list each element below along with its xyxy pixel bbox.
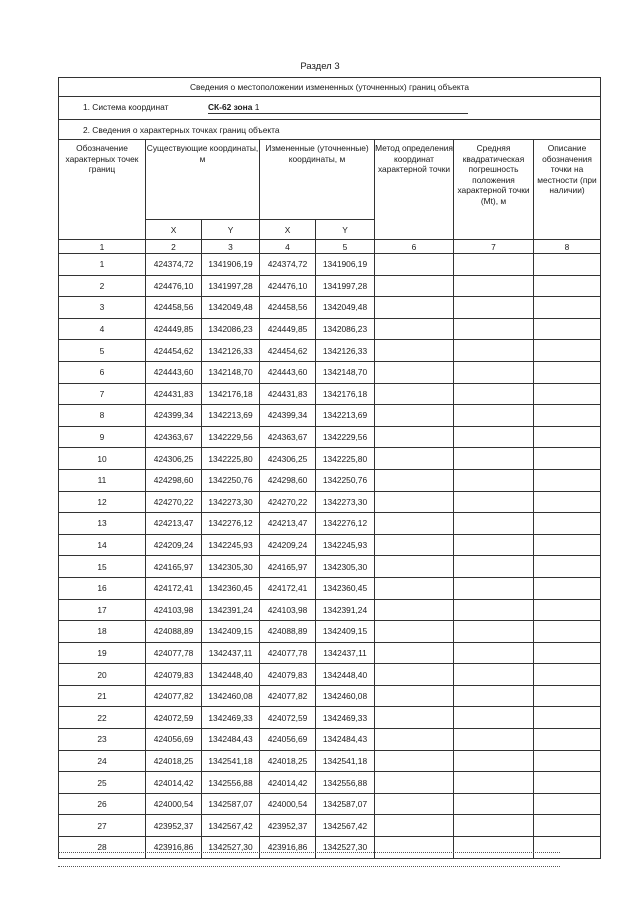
table-cell: 424399,34 bbox=[260, 405, 316, 427]
table-cell-empty bbox=[534, 534, 601, 556]
table-cell: 1341997,28 bbox=[202, 275, 260, 297]
table-cell-empty bbox=[534, 837, 601, 859]
table-cell-empty bbox=[375, 469, 454, 491]
table-cell-empty bbox=[534, 361, 601, 383]
table-cell: 1342250,76 bbox=[202, 469, 260, 491]
table-cell: 1342229,56 bbox=[202, 426, 260, 448]
table-cell-empty bbox=[534, 707, 601, 729]
table-cell: 1342437,11 bbox=[202, 642, 260, 664]
table-cell: 1342176,18 bbox=[202, 383, 260, 405]
table-cell-empty bbox=[454, 793, 534, 815]
table-cell-empty bbox=[534, 254, 601, 276]
coord-system-value bbox=[208, 102, 468, 114]
table-cell: 1342541,18 bbox=[316, 750, 375, 772]
table-cell: 424363,67 bbox=[260, 426, 316, 448]
table-cell-empty bbox=[375, 318, 454, 340]
table-cell: 424077,82 bbox=[260, 685, 316, 707]
coord-system-value-bold: СК-62 зона bbox=[208, 102, 253, 112]
table-row bbox=[59, 340, 601, 362]
table-cell: 25 bbox=[59, 772, 146, 794]
column-number: 1 bbox=[59, 240, 146, 254]
table-cell-empty bbox=[534, 318, 601, 340]
table-cell: 1342273,30 bbox=[316, 491, 375, 513]
table-cell: 4 bbox=[59, 318, 146, 340]
table-cell: 11 bbox=[59, 469, 146, 491]
table-cell: 1341906,19 bbox=[316, 254, 375, 276]
table-cell: 424000,54 bbox=[146, 793, 202, 815]
table-cell: 1342460,08 bbox=[316, 685, 375, 707]
table-cell: 28 bbox=[59, 837, 146, 859]
table-cell: 424077,82 bbox=[146, 685, 202, 707]
header-row bbox=[59, 140, 601, 220]
header-description: Описание обозначения точки на местности (при наличии) bbox=[534, 140, 601, 240]
column-number: 4 bbox=[260, 240, 316, 254]
table-cell: 1342305,30 bbox=[202, 556, 260, 578]
header-changed-x: X bbox=[260, 220, 316, 240]
table-title: Сведения о местоположении измененных (уточненных) границ объекта bbox=[59, 78, 601, 97]
table-cell: 424431,83 bbox=[146, 383, 202, 405]
table-cell: 424014,42 bbox=[146, 772, 202, 794]
dotted-separator bbox=[58, 852, 560, 853]
table-cell: 423916,86 bbox=[146, 837, 202, 859]
table-cell: 1342567,42 bbox=[202, 815, 260, 837]
points-section-title: 2. Сведения о характерных точках границ объекта bbox=[59, 120, 601, 140]
table-cell-empty bbox=[454, 750, 534, 772]
table-row bbox=[59, 621, 601, 643]
table-cell-empty bbox=[454, 361, 534, 383]
table-cell: 1342245,93 bbox=[202, 534, 260, 556]
table-row bbox=[59, 772, 601, 794]
table-cell-empty bbox=[534, 729, 601, 751]
table-cell: 424298,60 bbox=[260, 469, 316, 491]
table-cell-empty bbox=[454, 685, 534, 707]
table-cell-empty bbox=[534, 340, 601, 362]
table-cell: 424458,56 bbox=[260, 297, 316, 319]
table-cell: 1342273,30 bbox=[202, 491, 260, 513]
table-cell: 424306,25 bbox=[146, 448, 202, 470]
table-cell-empty bbox=[454, 469, 534, 491]
table-cell: 3 bbox=[59, 297, 146, 319]
table-cell: 424270,22 bbox=[146, 491, 202, 513]
table-cell-empty bbox=[375, 426, 454, 448]
table-cell: 1342250,76 bbox=[316, 469, 375, 491]
table-row bbox=[59, 664, 601, 686]
table-cell-empty bbox=[375, 275, 454, 297]
table-cell-empty bbox=[375, 556, 454, 578]
table-cell: 1341906,19 bbox=[202, 254, 260, 276]
table-cell: 1342391,24 bbox=[202, 599, 260, 621]
table-cell: 1342448,40 bbox=[202, 664, 260, 686]
table-cell: 6 bbox=[59, 361, 146, 383]
table-cell: 1342556,88 bbox=[202, 772, 260, 794]
table-cell: 1342086,23 bbox=[316, 318, 375, 340]
table-cell: 1342587,07 bbox=[316, 793, 375, 815]
table-cell-empty bbox=[375, 361, 454, 383]
table-cell-empty bbox=[534, 469, 601, 491]
table-cell: 424458,56 bbox=[146, 297, 202, 319]
table-cell-empty bbox=[454, 448, 534, 470]
table-cell-empty bbox=[375, 297, 454, 319]
table-row bbox=[59, 534, 601, 556]
table-row bbox=[59, 599, 601, 621]
table-cell-empty bbox=[454, 383, 534, 405]
table-row bbox=[59, 815, 601, 837]
table-cell-empty bbox=[534, 664, 601, 686]
table-cell: 12 bbox=[59, 491, 146, 513]
table-cell: 424172,41 bbox=[260, 577, 316, 599]
table-cell-empty bbox=[534, 793, 601, 815]
table-cell: 424172,41 bbox=[146, 577, 202, 599]
table-cell: 424374,72 bbox=[260, 254, 316, 276]
table-row bbox=[59, 513, 601, 535]
table-cell: 1342460,08 bbox=[202, 685, 260, 707]
table-cell: 1 bbox=[59, 254, 146, 276]
table-cell-empty bbox=[375, 405, 454, 427]
table-cell: 1342126,33 bbox=[316, 340, 375, 362]
table-cell-empty bbox=[534, 513, 601, 535]
table-cell: 1342049,48 bbox=[202, 297, 260, 319]
table-cell: 424077,78 bbox=[146, 642, 202, 664]
table-cell: 1342213,69 bbox=[316, 405, 375, 427]
table-cell: 1342276,12 bbox=[202, 513, 260, 535]
table-cell: 1342148,70 bbox=[316, 361, 375, 383]
table-row bbox=[59, 642, 601, 664]
table-cell: 1342484,43 bbox=[202, 729, 260, 751]
coord-system-cell bbox=[59, 97, 601, 120]
table-cell: 1342527,30 bbox=[316, 837, 375, 859]
header-existing-x: X bbox=[146, 220, 202, 240]
table-row bbox=[59, 793, 601, 815]
table-row bbox=[59, 383, 601, 405]
table-cell-empty bbox=[534, 383, 601, 405]
table-cell-empty bbox=[454, 621, 534, 643]
table-cell: 424443,60 bbox=[260, 361, 316, 383]
table-cell-empty bbox=[454, 426, 534, 448]
table-cell-empty bbox=[454, 318, 534, 340]
table-row bbox=[59, 707, 601, 729]
table-cell-empty bbox=[375, 837, 454, 859]
table-cell: 1342176,18 bbox=[316, 383, 375, 405]
table-cell-empty bbox=[375, 599, 454, 621]
table-cell-empty bbox=[534, 815, 601, 837]
header-method: Метод определения координат характерной точки bbox=[375, 140, 454, 240]
table-row bbox=[59, 729, 601, 751]
table-cell: 424056,69 bbox=[260, 729, 316, 751]
table-cell: 26 bbox=[59, 793, 146, 815]
table-cell-empty bbox=[375, 254, 454, 276]
table-cell: 424018,25 bbox=[260, 750, 316, 772]
table-cell-empty bbox=[454, 254, 534, 276]
table-cell-empty bbox=[454, 275, 534, 297]
table-cell: 27 bbox=[59, 815, 146, 837]
table-cell-empty bbox=[534, 599, 601, 621]
table-row bbox=[59, 750, 601, 772]
table-cell: 18 bbox=[59, 621, 146, 643]
table-cell: 424454,62 bbox=[260, 340, 316, 362]
section-title: Раздел 3 bbox=[300, 61, 340, 72]
column-number: 2 bbox=[146, 240, 202, 254]
table-cell-empty bbox=[375, 383, 454, 405]
table-cell: 1342567,42 bbox=[316, 815, 375, 837]
table-cell: 1342049,48 bbox=[316, 297, 375, 319]
table-cell: 1342213,69 bbox=[202, 405, 260, 427]
table-cell-empty bbox=[454, 491, 534, 513]
table-cell: 424306,25 bbox=[260, 448, 316, 470]
table-cell: 424476,10 bbox=[260, 275, 316, 297]
table-cell: 424103,98 bbox=[146, 599, 202, 621]
table-row bbox=[59, 275, 601, 297]
table-cell: 10 bbox=[59, 448, 146, 470]
table-cell: 1341997,28 bbox=[316, 275, 375, 297]
table-row bbox=[59, 491, 601, 513]
table-cell-empty bbox=[375, 772, 454, 794]
table-cell-empty bbox=[534, 275, 601, 297]
table-row bbox=[59, 405, 601, 427]
table-cell: 423952,37 bbox=[146, 815, 202, 837]
table-row bbox=[59, 318, 601, 340]
table-cell: 424079,83 bbox=[260, 664, 316, 686]
table-cell-empty bbox=[534, 297, 601, 319]
table-cell-empty bbox=[454, 729, 534, 751]
table-cell: 14 bbox=[59, 534, 146, 556]
table-row bbox=[59, 297, 601, 319]
table-cell: 424298,60 bbox=[146, 469, 202, 491]
column-number: 6 bbox=[375, 240, 454, 254]
table-cell: 424209,24 bbox=[146, 534, 202, 556]
header-existing-coords: Существующие координаты, м bbox=[146, 140, 260, 220]
table-cell-empty bbox=[375, 793, 454, 815]
column-number: 8 bbox=[534, 240, 601, 254]
table-cell: 423916,86 bbox=[260, 837, 316, 859]
header-changed-y: Y bbox=[316, 220, 375, 240]
table-cell-empty bbox=[534, 621, 601, 643]
table-cell: 1342391,24 bbox=[316, 599, 375, 621]
table-cell-empty bbox=[534, 556, 601, 578]
table-cell: 423952,37 bbox=[260, 815, 316, 837]
table-cell: 1342276,12 bbox=[316, 513, 375, 535]
table-cell: 424449,85 bbox=[260, 318, 316, 340]
table-cell: 16 bbox=[59, 577, 146, 599]
table-row bbox=[59, 469, 601, 491]
header-point-designation: Обозначение характерных точек границ bbox=[59, 140, 146, 240]
table-row bbox=[59, 577, 601, 599]
table-cell: 24 bbox=[59, 750, 146, 772]
table-cell: 1342556,88 bbox=[316, 772, 375, 794]
table-cell-empty bbox=[375, 642, 454, 664]
table-cell-empty bbox=[375, 685, 454, 707]
table-cell-empty bbox=[454, 707, 534, 729]
table-cell: 1342587,07 bbox=[202, 793, 260, 815]
table-row bbox=[59, 426, 601, 448]
table-cell: 1342305,30 bbox=[316, 556, 375, 578]
dotted-separator bbox=[58, 866, 560, 867]
table-cell: 1342225,80 bbox=[316, 448, 375, 470]
table-cell: 424077,78 bbox=[260, 642, 316, 664]
coord-system-label: 1. Система координат bbox=[83, 102, 169, 112]
table-cell: 424213,47 bbox=[146, 513, 202, 535]
table-cell-empty bbox=[375, 448, 454, 470]
table-cell: 424079,83 bbox=[146, 664, 202, 686]
table-cell-empty bbox=[375, 729, 454, 751]
table-cell: 1342484,43 bbox=[316, 729, 375, 751]
table-cell-empty bbox=[454, 297, 534, 319]
table-cell: 19 bbox=[59, 642, 146, 664]
table-cell: 424165,97 bbox=[260, 556, 316, 578]
table-cell-empty bbox=[375, 707, 454, 729]
table-cell: 1342086,23 bbox=[202, 318, 260, 340]
table-cell: 2 bbox=[59, 275, 146, 297]
table-cell: 23 bbox=[59, 729, 146, 751]
table-cell-empty bbox=[375, 577, 454, 599]
table-cell: 9 bbox=[59, 426, 146, 448]
table-cell: 1342527,30 bbox=[202, 837, 260, 859]
coord-system-value-rest: 1 bbox=[252, 102, 260, 112]
table-cell-empty bbox=[534, 685, 601, 707]
table-cell: 424431,83 bbox=[260, 383, 316, 405]
table-cell: 1342469,33 bbox=[202, 707, 260, 729]
column-number: 7 bbox=[454, 240, 534, 254]
table-row bbox=[59, 837, 601, 859]
table-cell: 424018,25 bbox=[146, 750, 202, 772]
table-cell-empty bbox=[454, 815, 534, 837]
table-cell: 1342437,11 bbox=[316, 642, 375, 664]
table-row bbox=[59, 448, 601, 470]
table-cell: 22 bbox=[59, 707, 146, 729]
table-cell: 424014,42 bbox=[260, 772, 316, 794]
table-cell: 1342360,45 bbox=[202, 577, 260, 599]
table-cell: 1342469,33 bbox=[316, 707, 375, 729]
table-cell-empty bbox=[454, 837, 534, 859]
table-cell: 424374,72 bbox=[146, 254, 202, 276]
table-cell: 424476,10 bbox=[146, 275, 202, 297]
table-cell: 15 bbox=[59, 556, 146, 578]
table-cell: 5 bbox=[59, 340, 146, 362]
table-cell: 424209,24 bbox=[260, 534, 316, 556]
table-cell-empty bbox=[534, 750, 601, 772]
table-cell-empty bbox=[454, 772, 534, 794]
table-cell-empty bbox=[534, 772, 601, 794]
table-cell-empty bbox=[454, 577, 534, 599]
table-row bbox=[59, 254, 601, 276]
table-cell-empty bbox=[375, 750, 454, 772]
table-cell-empty bbox=[454, 405, 534, 427]
table-row bbox=[59, 361, 601, 383]
table-cell-empty bbox=[534, 577, 601, 599]
table-cell-empty bbox=[375, 491, 454, 513]
boundary-points-table bbox=[58, 77, 601, 859]
table-cell: 424165,97 bbox=[146, 556, 202, 578]
table-cell-empty bbox=[454, 340, 534, 362]
column-number: 5 bbox=[316, 240, 375, 254]
table-cell-empty bbox=[534, 642, 601, 664]
table-cell-empty bbox=[534, 405, 601, 427]
table-row bbox=[59, 556, 601, 578]
header-accuracy: Средняя квадратическая погрешность положения характерной точки (Mt), м bbox=[454, 140, 534, 240]
coord-system-row bbox=[59, 97, 601, 120]
table-cell-empty bbox=[534, 491, 601, 513]
header-existing-y: Y bbox=[202, 220, 260, 240]
table-cell-empty bbox=[375, 513, 454, 535]
table-cell-empty bbox=[375, 621, 454, 643]
table-cell: 8 bbox=[59, 405, 146, 427]
table-cell: 1342409,15 bbox=[202, 621, 260, 643]
table-cell: 17 bbox=[59, 599, 146, 621]
table-row bbox=[59, 685, 601, 707]
table-cell: 424213,47 bbox=[260, 513, 316, 535]
table-cell: 7 bbox=[59, 383, 146, 405]
table-cell: 424443,60 bbox=[146, 361, 202, 383]
table-cell: 1342229,56 bbox=[316, 426, 375, 448]
table-cell-empty bbox=[454, 556, 534, 578]
table-cell: 1342245,93 bbox=[316, 534, 375, 556]
table-cell: 424088,89 bbox=[260, 621, 316, 643]
header-changed-coords: Измененные (уточненные) координаты, м bbox=[260, 140, 375, 220]
column-number: 3 bbox=[202, 240, 260, 254]
table-cell-empty bbox=[454, 664, 534, 686]
table-cell-empty bbox=[534, 426, 601, 448]
table-cell-empty bbox=[375, 534, 454, 556]
table-cell-empty bbox=[375, 664, 454, 686]
table-cell: 424449,85 bbox=[146, 318, 202, 340]
table-cell: 1342225,80 bbox=[202, 448, 260, 470]
table-cell: 424072,59 bbox=[146, 707, 202, 729]
table-cell: 424072,59 bbox=[260, 707, 316, 729]
table-cell-empty bbox=[375, 340, 454, 362]
table-cell: 21 bbox=[59, 685, 146, 707]
table-cell: 424363,67 bbox=[146, 426, 202, 448]
points-section-row bbox=[59, 120, 601, 140]
column-number-row bbox=[59, 240, 601, 254]
table-cell: 424399,34 bbox=[146, 405, 202, 427]
table-title-row bbox=[59, 78, 601, 97]
table-cell-empty bbox=[534, 448, 601, 470]
table-cell: 424000,54 bbox=[260, 793, 316, 815]
table-cell-empty bbox=[454, 513, 534, 535]
table-cell: 424270,22 bbox=[260, 491, 316, 513]
table-cell-empty bbox=[375, 815, 454, 837]
table-cell: 424056,69 bbox=[146, 729, 202, 751]
table-cell: 1342409,15 bbox=[316, 621, 375, 643]
table-cell: 20 bbox=[59, 664, 146, 686]
table-cell-empty bbox=[454, 534, 534, 556]
table-cell-empty bbox=[454, 642, 534, 664]
table-cell: 1342126,33 bbox=[202, 340, 260, 362]
table-cell: 424103,98 bbox=[260, 599, 316, 621]
table-cell: 1342541,18 bbox=[202, 750, 260, 772]
table-cell-empty bbox=[454, 599, 534, 621]
table-cell: 424454,62 bbox=[146, 340, 202, 362]
table-cell: 424088,89 bbox=[146, 621, 202, 643]
table-cell: 1342148,70 bbox=[202, 361, 260, 383]
table-cell: 13 bbox=[59, 513, 146, 535]
table-cell: 1342360,45 bbox=[316, 577, 375, 599]
table-cell: 1342448,40 bbox=[316, 664, 375, 686]
